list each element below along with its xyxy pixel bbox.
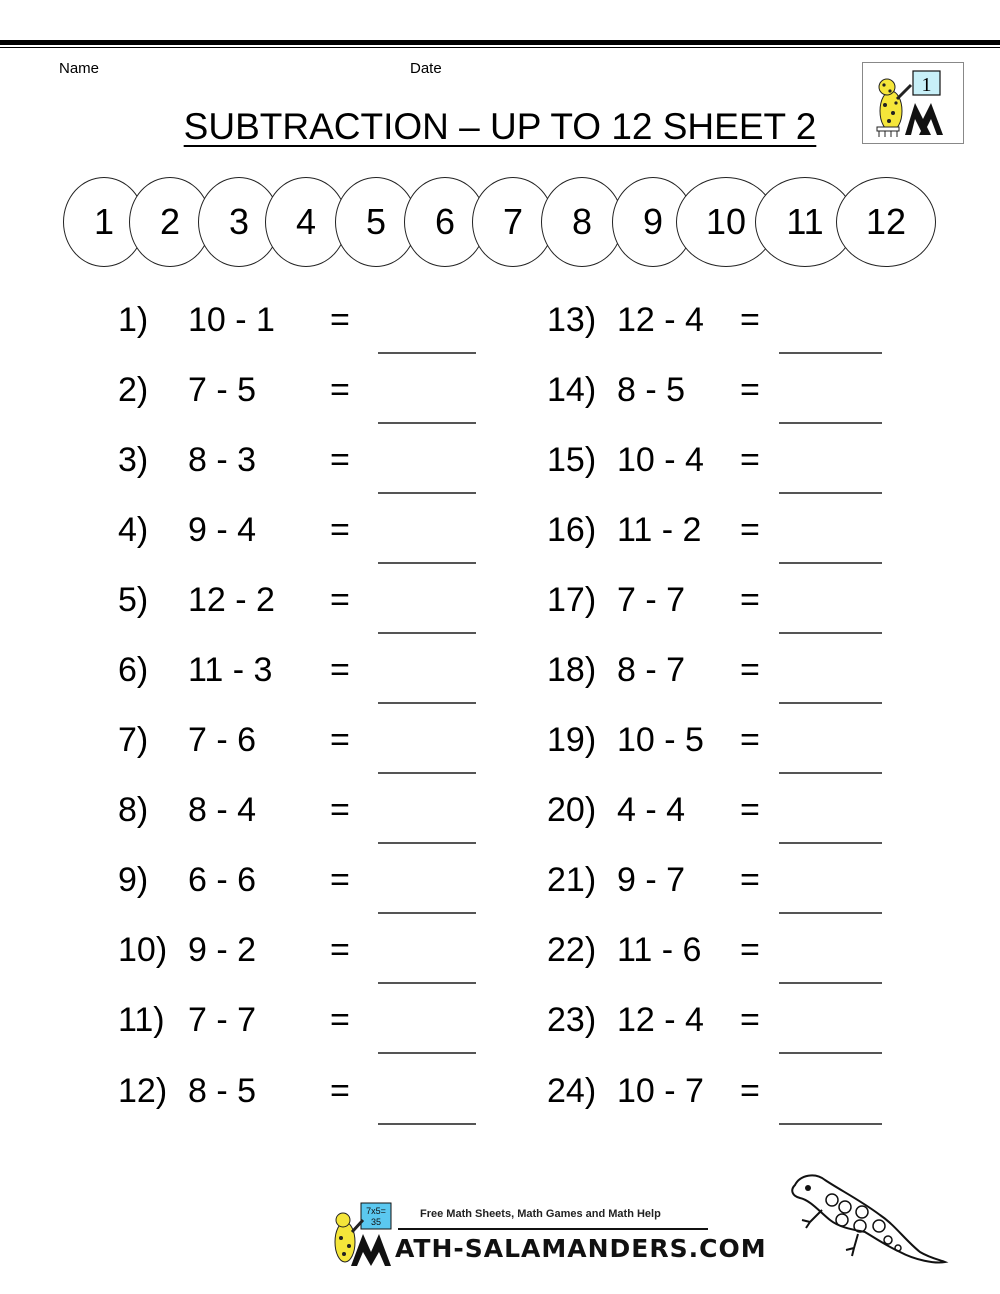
problem-expression: 10 - 7 <box>617 1072 704 1110</box>
answer-blank[interactable] <box>779 702 882 704</box>
answer-blank[interactable] <box>779 1052 882 1054</box>
problem-number: 3) <box>118 441 149 479</box>
number-circle: 5 <box>335 177 417 267</box>
salamander-mascot-icon <box>325 1200 405 1268</box>
name-label: Name <box>59 60 100 77</box>
problem-number: 18) <box>547 651 597 689</box>
answer-blank[interactable] <box>779 842 882 844</box>
problem-number: 5) <box>118 581 149 619</box>
number-circle: 1 <box>63 177 145 267</box>
problem-row <box>0 790 1000 830</box>
problem-expression: 10 - 5 <box>617 721 704 759</box>
equals-sign: = <box>740 301 760 339</box>
answer-blank[interactable] <box>378 632 476 634</box>
answer-blank[interactable] <box>378 352 476 354</box>
problem-row <box>0 370 1000 410</box>
date-label: Date <box>410 60 442 77</box>
problem-number: 21) <box>547 861 597 899</box>
answer-blank[interactable] <box>378 422 476 424</box>
top-border-thin <box>0 47 1000 48</box>
problem-expression: 8 - 5 <box>188 1072 257 1110</box>
problem-expression: 9 - 2 <box>188 931 257 969</box>
problem-number: 23) <box>547 1001 597 1039</box>
problem-number: 12) <box>118 1072 168 1110</box>
salamander-teacher-icon <box>863 63 963 143</box>
answer-blank[interactable] <box>779 422 882 424</box>
answer-blank[interactable] <box>378 1052 476 1054</box>
equals-sign: = <box>330 371 350 409</box>
problem-expression: 4 - 4 <box>617 791 686 829</box>
equals-sign: = <box>740 861 760 899</box>
equals-sign: = <box>330 581 350 619</box>
problem-row <box>0 1000 1000 1040</box>
answer-blank[interactable] <box>779 632 882 634</box>
svg-text:7x5=: 7x5= <box>366 1206 386 1216</box>
problem-expression: 7 - 7 <box>617 581 686 619</box>
problem-row <box>0 860 1000 900</box>
answer-blank[interactable] <box>779 352 882 354</box>
problem-row <box>0 650 1000 690</box>
equals-sign: = <box>740 721 760 759</box>
answer-blank[interactable] <box>378 842 476 844</box>
problem-number: 19) <box>547 721 597 759</box>
problem-number: 4) <box>118 511 149 549</box>
number-circle: 10 <box>676 177 776 267</box>
problem-expression: 11 - 3 <box>188 651 273 689</box>
answer-blank[interactable] <box>779 772 882 774</box>
problem-number: 10) <box>118 931 168 969</box>
answer-blank[interactable] <box>378 912 476 914</box>
grade-logo <box>862 62 964 144</box>
answer-blank[interactable] <box>378 982 476 984</box>
number-circle: 12 <box>836 177 936 267</box>
problem-number: 1) <box>118 301 149 339</box>
problem-expression: 12 - 4 <box>617 301 704 339</box>
problem-row <box>0 580 1000 620</box>
answer-blank[interactable] <box>378 772 476 774</box>
page-title: SUBTRACTION – UP TO 12 SHEET 2 <box>183 106 817 147</box>
problem-row <box>0 1071 1000 1111</box>
equals-sign: = <box>330 511 350 549</box>
problem-expression: 11 - 2 <box>617 511 702 549</box>
problem-expression: 8 - 5 <box>617 371 686 409</box>
problem-row <box>0 720 1000 760</box>
problem-number: 17) <box>547 581 597 619</box>
equals-sign: = <box>330 1072 350 1110</box>
problem-number: 2) <box>118 371 149 409</box>
problem-expression: 7 - 5 <box>188 371 257 409</box>
answer-blank[interactable] <box>779 492 882 494</box>
problem-expression: 8 - 7 <box>617 651 686 689</box>
equals-sign: = <box>740 1001 760 1039</box>
problem-number: 16) <box>547 511 597 549</box>
svg-text:1: 1 <box>921 74 932 96</box>
top-border-thick <box>0 40 1000 45</box>
equals-sign: = <box>330 861 350 899</box>
problem-number: 9) <box>118 861 149 899</box>
salamander-illustration-icon <box>780 1160 950 1275</box>
problem-number: 11) <box>118 1001 165 1039</box>
number-circle: 7 <box>472 177 554 267</box>
footer-tagline: Free Math Sheets, Math Games and Math Help <box>420 1208 661 1220</box>
problem-number: 20) <box>547 791 597 829</box>
problem-row <box>0 300 1000 340</box>
equals-sign: = <box>740 791 760 829</box>
problem-number: 6) <box>118 651 149 689</box>
problem-number: 7) <box>118 721 149 759</box>
number-circle: 2 <box>129 177 211 267</box>
problem-expression: 11 - 6 <box>617 931 702 969</box>
equals-sign: = <box>740 651 760 689</box>
answer-blank[interactable] <box>779 912 882 914</box>
answer-blank[interactable] <box>779 982 882 984</box>
equals-sign: = <box>330 721 350 759</box>
number-circle: 4 <box>265 177 347 267</box>
problem-expression: 12 - 2 <box>188 581 275 619</box>
number-circle: 8 <box>541 177 623 267</box>
number-circle: 9 <box>612 177 694 267</box>
problem-row <box>0 510 1000 550</box>
problem-expression: 9 - 7 <box>617 861 686 899</box>
equals-sign: = <box>740 1072 760 1110</box>
problem-number: 8) <box>118 791 149 829</box>
equals-sign: = <box>330 301 350 339</box>
problem-number: 13) <box>547 301 597 339</box>
equals-sign: = <box>740 371 760 409</box>
problem-expression: 6 - 6 <box>188 861 257 899</box>
number-circle: 3 <box>198 177 280 267</box>
equals-sign: = <box>330 931 350 969</box>
answer-blank[interactable] <box>378 562 476 564</box>
problem-number: 15) <box>547 441 597 479</box>
problem-expression: 8 - 3 <box>188 441 257 479</box>
equals-sign: = <box>330 1001 350 1039</box>
number-circle: 11 <box>755 177 855 267</box>
equals-sign: = <box>330 791 350 829</box>
problem-number: 22) <box>547 931 597 969</box>
problem-row <box>0 440 1000 480</box>
equals-sign: = <box>740 931 760 969</box>
equals-sign: = <box>740 441 760 479</box>
footer-site-link[interactable]: ATH-SALAMANDERS.COM <box>395 1234 767 1263</box>
problem-expression: 7 - 7 <box>188 1001 257 1039</box>
problem-expression: 12 - 4 <box>617 1001 704 1039</box>
problem-expression: 9 - 4 <box>188 511 257 549</box>
answer-blank[interactable] <box>779 1123 882 1125</box>
number-circle: 6 <box>404 177 486 267</box>
equals-sign: = <box>330 441 350 479</box>
svg-text:35: 35 <box>370 1217 382 1227</box>
problem-row <box>0 930 1000 970</box>
equals-sign: = <box>740 511 760 549</box>
problem-expression: 10 - 1 <box>188 301 275 339</box>
equals-sign: = <box>330 651 350 689</box>
problem-number: 14) <box>547 371 597 409</box>
problem-number: 24) <box>547 1072 597 1110</box>
answer-blank[interactable] <box>378 702 476 704</box>
problem-expression: 7 - 6 <box>188 721 257 759</box>
answer-blank[interactable] <box>378 492 476 494</box>
answer-blank[interactable] <box>779 562 882 564</box>
equals-sign: = <box>740 581 760 619</box>
answer-blank[interactable] <box>378 1123 476 1125</box>
footer-divider <box>398 1228 708 1230</box>
problem-expression: 10 - 4 <box>617 441 704 479</box>
problem-expression: 8 - 4 <box>188 791 257 829</box>
